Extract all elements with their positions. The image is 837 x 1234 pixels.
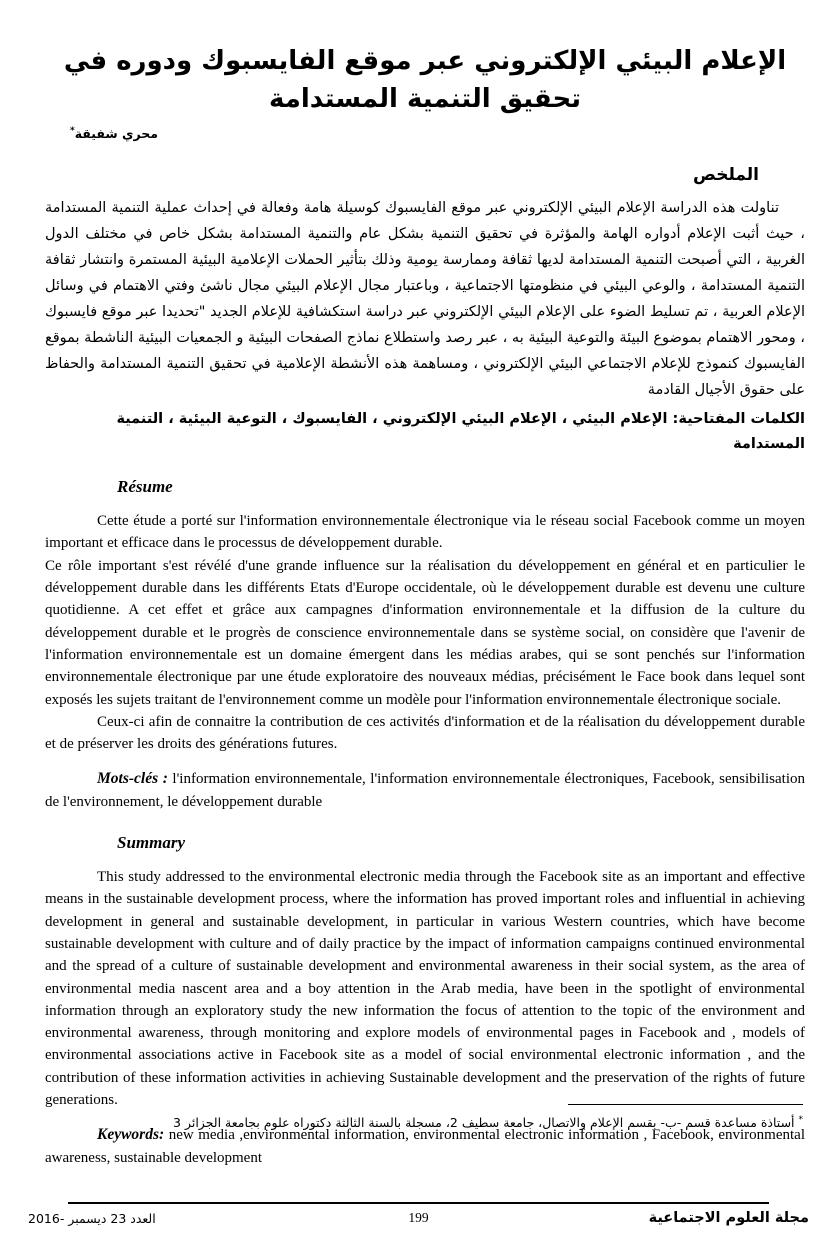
footnote-separator-rule	[568, 1104, 803, 1105]
footnote-text-line	[45, 1110, 803, 1133]
footer-issue-date: العدد 23 ديسمبر -2016	[28, 1210, 156, 1226]
author-footnote-mark: *	[70, 126, 75, 136]
summary-paragraph: This study addressed to the environmental electronic media through the Facebook site as an important and effective means in the sustainable development process, where the information has proved important roles and influential in achieving development in general and sustainable development, in particular in various Western countries, which have become sustainable development with culture and of daily practice by the impact of information campaigns continued environmental and the spread of a culture of sustainable development and environmental awareness in their social system, as the area of environmental media nascent area and a boy attention in the Arab media, have been in the spotlight of environmental information through an exploratory study the new information the focus of attention to the topic of the environment and environmental awareness, through monitoring and explore models of environmental pages in Facebook and , models of environmental associations active in Facebook site as a model of social environmental electronic information , and the contribution of these information activities in achieving Sustainable development and the preservation of the rights of future generations.	[45, 869, 805, 1108]
footer-separator-rule	[68, 1202, 769, 1204]
resume-paragraph-2: Ce rôle important s'est révélé d'une grande influence sur la réalisation du développement en général et en particulier le développement durable dans les différents Etats d'Europe occidentale, où le développement durable est devenu une culture quotidienne. A cet effet et grâce aux campagnes d'information environnementale et la diffusion de la culture du développement durable et le progrès de conscience environnementale dans se système social, on considère que l'avenir de l'information environnementale est un domaine émergent dans les médias arabes, qui se sont penchés sur l'information environnementale électronique par une étude exploratoire des nouveaux médias, précisément le Face book dans lequel sont exposés les sujets traitant de l'environnement comme un modèle pour l'information environnementale électronique sociale.	[45, 557, 805, 708]
arabic-keywords-text: الإعلام البيئي ، الإعلام البيئي الإلكتروني ، الفايسبوك ، التوعية البيئية ، التنمية المستدامة	[116, 411, 805, 453]
footer-page-number: 199	[408, 1210, 429, 1225]
page-footer	[28, 1202, 809, 1226]
author-name-text: محري شفيقة	[74, 126, 159, 142]
footer-row	[28, 1210, 809, 1226]
mots-cles-line	[45, 768, 805, 813]
keywords-label: Keywords:	[97, 1126, 165, 1144]
summary-heading: Summary	[117, 833, 186, 853]
page-content	[0, 42, 837, 1169]
arabic-keywords-line	[45, 407, 805, 457]
arabic-abstract-text: تناولت هذه الدراسة الإعلام البيئي الإلكتروني عبر موقع الفايسبوك كوسيلة هامة وفعالة في إحداث عملية التنمية المستدامة ، حيث أثبت الإعلام أدواره الهامة والمؤثرة في تحقيق التنمية بشكل عام والتنمية المستدامة بشكل خاص في مختلف الدول الغربية ، التي أصبحت التنمية المستدامة لديها ثقافة وممارسة يومية وذلك بتأثير الحملات الإعلامية البيئية المستمرة وانتشار ثقافة التنمية المستدامة ، والوعي البيئي في منظومتها الاجتماعية ، وباعتبار مجال الإعلام البيئي مجال ناشئ وفتي الاهتمام في وسائل الإعلام العربية ، تم تسليط الضوء على الإعلام البيئي الإلكتروني عبر دراسة استكشافية للإعلام الجديد "تحديدا عبر موقع فايسبوك ، ومحور الاهتمام بموضوع البيئة والتوعية البيئية به ، عبر رصد واستطلاع نماذج الصفحات البيئية و الجمعيات البيئية الناشطة بموقع الفايسبوك كنموذج للإعلام الاجتماعي البيئي الإلكتروني ، ومساهمة هذه الأنشطة الإعلامية في تحقيق التنمية المستدامة والحفاظ على حقوق الأجيال القادمة	[45, 200, 805, 399]
resume-heading: Résume	[117, 477, 173, 497]
mots-cles-text: l'information environnementale, l'information environnementale électroniques, Facebook, sensibilisation de l'environnement, le développement durable	[45, 771, 806, 810]
keywords-text: new media ,environmental information, environmental electronic information , Facebook, environmental awareness, sustainable development	[45, 1127, 805, 1166]
page-title: الإعلام البيئي الإلكتروني عبر موقع الفايسبوك ودوره في تحقيق التنمية المستدامة	[63, 46, 787, 114]
resume-paragraph-1: Cette étude a porté sur l'information environnementale électronique via le réseau social Facebook comme un moyen important et efficace dans le processus de développement durable.	[45, 513, 805, 552]
author-name	[70, 126, 805, 141]
footnote-mark: *	[798, 1115, 803, 1125]
mots-cles-label: Mots-clés :	[97, 770, 168, 788]
arabic-keywords-label: الكلمات المفتاحية:	[672, 411, 805, 428]
footnote-text: أستاذة مساعدة قسم -ب- بقسم الإعلام والاتصال، جامعة سطيف 2، مسجلة بالسنة الثالثة دكتوراه علوم بجامعة الجزائر 3	[173, 1115, 799, 1131]
resume-paragraph-3: Ceux-ci afin de connaitre la contribution de ces activités d'information et de la réalisation du développement durable et de préserver les droits des générations futures.	[45, 713, 805, 753]
footnote	[45, 1104, 803, 1133]
footer-journal-title: مجلة العلوم الاجتماعية	[648, 1210, 809, 1226]
arabic-abstract-heading: الملخص	[693, 165, 759, 186]
